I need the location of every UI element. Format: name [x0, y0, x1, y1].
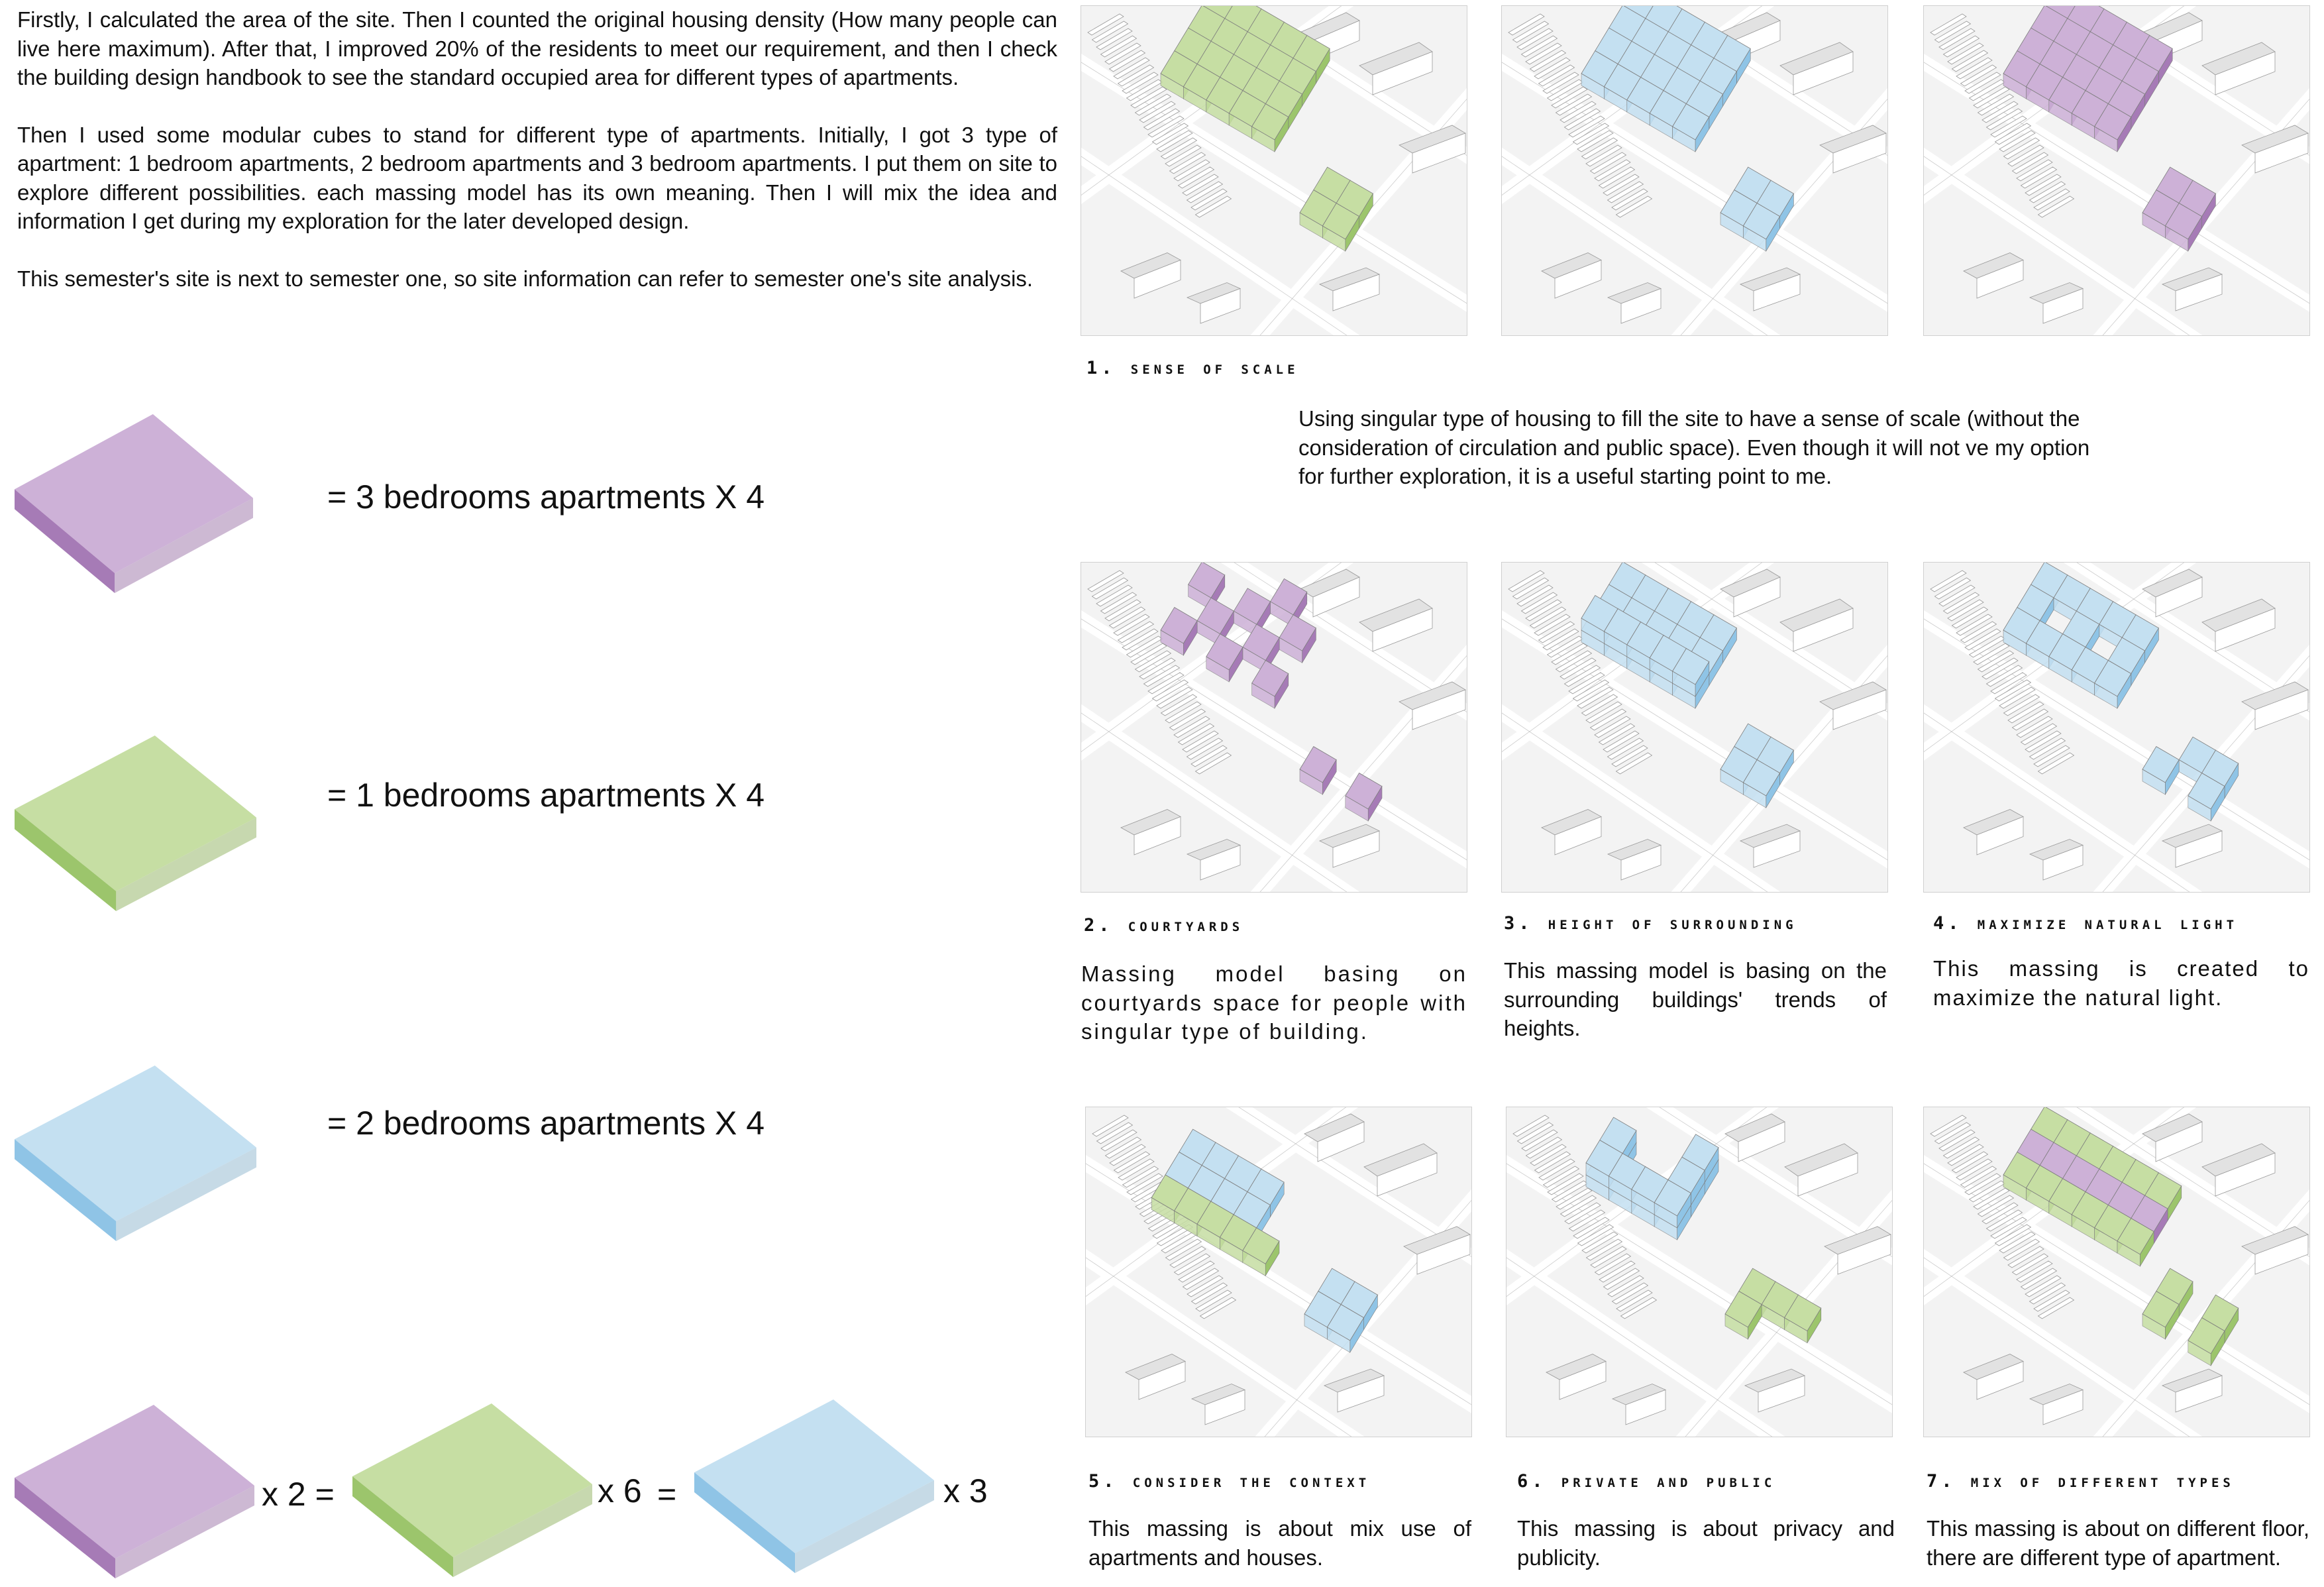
section-heading-6: 6. private and public: [1517, 1471, 1776, 1492]
section-desc-2: Massing model basing on courtyards space for people with singular type of building.: [1081, 961, 1467, 1044]
equation-times-purple: x 2 =: [262, 1476, 335, 1513]
equation-slab-purple: [15, 1405, 254, 1578]
equation-equals: =: [657, 1476, 677, 1513]
massing-panel-courtyards: [1081, 562, 1467, 893]
site-map: [1086, 1107, 1471, 1437]
section-desc-1: Using singular type of housing to fill the site to have a sense of scale (without the consideration of circulation and public space). Even though it will not ve my option for further exploration, it is a useful starting point to me.: [1298, 406, 2090, 488]
equation-slab-blue: [694, 1399, 934, 1573]
equation-times-blue: x 3: [943, 1472, 988, 1509]
legend-slab-green: [15, 736, 256, 911]
massing-panel-context: [1085, 1107, 1472, 1437]
section-desc-7: This massing is about on different floor, there are different type of apartment.: [1927, 1516, 2309, 1570]
section-heading-3: 3. height of surrounding: [1504, 913, 1797, 934]
intro-text: [17, 5, 1057, 321]
section-desc-5: This massing is about mix use of apartments and houses.: [1088, 1516, 1471, 1570]
massing-panel-private-public: [1506, 1107, 1893, 1437]
massing-panel-mix-types: [1923, 1107, 2310, 1437]
massing-panel-scale-purple: [1923, 5, 2310, 336]
section-desc-6: This massing is about privacy and publicity.: [1517, 1516, 1895, 1570]
intro-paragraph-1: Firstly, I calculated the area of the site. Then I counted the original housing density (How many people can live here maximum). After that, I improved 20% of the residents to meet our requirement, and then I check the building design handbook to see the standard occupied area for different types of apartments.: [17, 7, 1057, 89]
section-heading-1: 1. sense of scale: [1086, 358, 1299, 378]
massing-panel-scale-blue: [1501, 5, 1888, 336]
massing-panel-scale-green: [1081, 5, 1467, 336]
legend-label-2-bedroom: = 2 bedrooms apartments X 4: [327, 1105, 765, 1142]
equation-times-green: x 6: [598, 1472, 642, 1509]
intro-paragraph-2: Then I used some modular cubes to stand for different type of apartments. Initially, I got 3 type of apartment: 1 bedroom apartments, 2 bedroom apartments and 3 bedroom apartments. I put them on site to explore different possibilities. each massing model has its own meaning. Then I will mix the idea and information I get during my exploration for the later developed design.: [17, 122, 1057, 233]
equation-slab-green: [352, 1403, 592, 1577]
massing-panel-natural-light: [1923, 562, 2310, 893]
section-heading-5: 5. consider the context: [1088, 1471, 1371, 1492]
intro-paragraph-3: This semester's site is next to semester one, so site information can refer to semester one's site analysis.: [17, 266, 1033, 291]
section-heading-7: 7. mix of different types: [1927, 1471, 2235, 1492]
section-heading-4: 4. maximize natural light: [1933, 913, 2239, 934]
legend-label-3-bedroom: = 3 bedrooms apartments X 4: [327, 478, 765, 516]
section-desc-3: This massing model is basing on the surrounding buildings' trends of heights.: [1504, 958, 1887, 1040]
legend-slab-blue: [15, 1066, 256, 1241]
section-heading-2: 2. courtyards: [1084, 915, 1244, 936]
legend-label-1-bedroom: = 1 bedrooms apartments X 4: [327, 777, 765, 814]
legend-slab-purple: [15, 414, 253, 593]
massing-panel-height: [1501, 562, 1888, 893]
section-desc-4: This massing is created to maximize the natural light.: [1933, 956, 2309, 1010]
